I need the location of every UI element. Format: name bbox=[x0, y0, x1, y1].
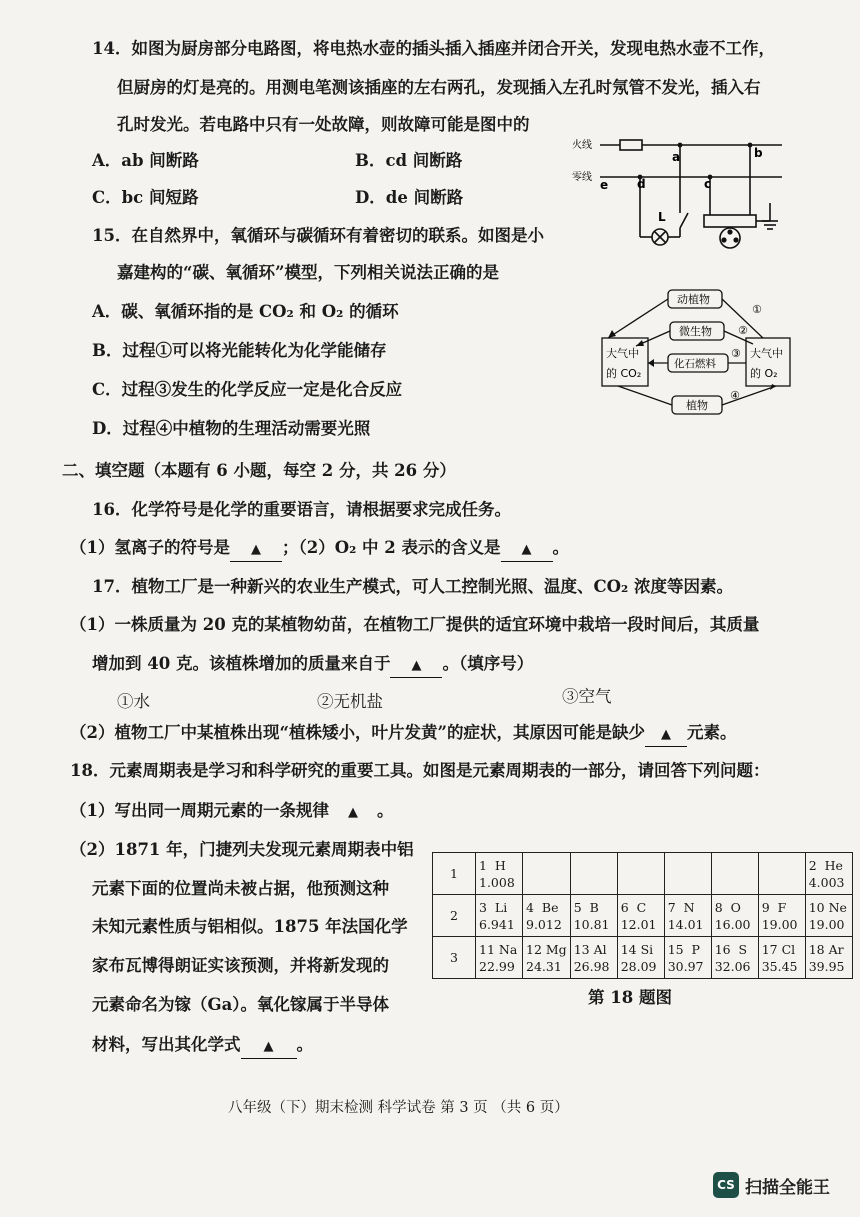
q18-part-2-line-4: 家布瓦博得朗证实该预测，并将新发现的 bbox=[92, 956, 389, 975]
period-number: 2 bbox=[433, 895, 476, 937]
q15-line-2: 嘉建构的“碳、氧循环”模型，下列相关说法正确的是 bbox=[117, 263, 499, 282]
element-cell bbox=[711, 895, 758, 937]
element-symbol: 5 B bbox=[573, 899, 599, 915]
answer-blank[interactable]: ▲ bbox=[347, 805, 358, 820]
element-cell bbox=[805, 853, 852, 895]
q17-part-2-text: （2）植物工厂中某植株出现“植株矮小，叶片发黄”的症状，其原因可能是缺少 bbox=[70, 723, 645, 742]
element-cell bbox=[523, 895, 571, 937]
periodic-table-row bbox=[433, 853, 853, 895]
answer-blank[interactable]: ▲ bbox=[501, 539, 553, 562]
q18-part-1-line bbox=[70, 800, 393, 824]
node-b-label: b bbox=[754, 146, 763, 160]
q15-option-b: B．过程①可以将光能转化为化学能储存 bbox=[92, 341, 387, 360]
element-symbol: 6 C bbox=[620, 899, 647, 915]
atomic-mass: 1.008 bbox=[479, 874, 515, 890]
element-symbol: 12 Mg bbox=[526, 941, 567, 957]
section-2-heading: 二、填空题（本题有 6 小题，每空 2 分，共 26 分） bbox=[62, 461, 456, 480]
q18-part-2-line-5: 元素命名为镓（Ga）。氧化镓属于半导体 bbox=[92, 995, 390, 1014]
element-cell bbox=[758, 853, 805, 895]
q18-part-2-line-6 bbox=[92, 1034, 313, 1059]
q14-option-b: B．cd 间断路 bbox=[355, 151, 463, 170]
atomic-mass: 9.012 bbox=[526, 916, 562, 932]
answer-blank[interactable]: ▲ bbox=[645, 724, 687, 747]
atomic-mass: 35.45 bbox=[761, 958, 798, 974]
node-c-label: c bbox=[704, 177, 712, 191]
element-cell bbox=[664, 895, 711, 937]
answer-blank[interactable]: ▲ bbox=[390, 655, 442, 678]
element-symbol: 3 Li bbox=[479, 899, 508, 915]
q14-line-3: 孔时发光。若电路中只有一处故障，则故障可能是图中的 bbox=[117, 115, 530, 134]
q16-end: 。 bbox=[552, 538, 570, 557]
q16-answer-line bbox=[70, 537, 569, 562]
element-cell bbox=[617, 853, 664, 895]
element-cell bbox=[476, 895, 523, 937]
page-footer: 八年级（下）期末检测 科学试卷 第 3 页 （共 6 页） bbox=[228, 1100, 569, 1116]
atomic-mass: 6.941 bbox=[479, 916, 515, 932]
process-2-mark: ② bbox=[738, 324, 748, 337]
plants-label: 植物 bbox=[686, 399, 708, 412]
q18-part-2-line-2: 元素下面的位置尚未被占据，他预测这种 bbox=[92, 879, 389, 898]
atomic-mass: 39.95 bbox=[808, 958, 845, 974]
element-cell bbox=[476, 853, 523, 895]
q17-part-2-line bbox=[70, 722, 736, 747]
process-1-mark: ① bbox=[752, 303, 762, 316]
node-a-label: a bbox=[672, 150, 681, 164]
element-cell bbox=[476, 937, 523, 979]
q18-figure-caption: 第 18 题图 bbox=[588, 988, 672, 1007]
element-cell bbox=[617, 895, 664, 937]
q18-part-2-text: 材料，写出其化学式 bbox=[92, 1035, 241, 1054]
node-d-label: d bbox=[637, 177, 646, 191]
atomic-mass: 16.00 bbox=[714, 916, 751, 932]
answer-blank[interactable]: ▲ bbox=[241, 1036, 297, 1059]
scanner-brand-text: 扫描全能王 bbox=[745, 1177, 830, 1198]
node-e-label: e bbox=[600, 178, 609, 192]
q15-line-1: 15．在自然界中，氧循环与碳循环有着密切的联系。如图是小 bbox=[92, 226, 544, 245]
q17-part-1-line-2 bbox=[92, 653, 533, 678]
element-symbol: 10 Ne bbox=[808, 899, 847, 915]
microbes-label: 微生物 bbox=[679, 325, 712, 338]
o2-box-line-2: 的 O₂ bbox=[750, 367, 778, 380]
element-symbol: 8 O bbox=[714, 899, 741, 915]
period-number: 3 bbox=[433, 937, 476, 979]
element-symbol: 2 He bbox=[808, 857, 843, 873]
element-cell bbox=[758, 895, 805, 937]
q14-option-a: A．ab 间断路 bbox=[92, 151, 199, 170]
element-symbol: 7 N bbox=[667, 899, 695, 915]
element-symbol: 18 Ar bbox=[808, 941, 844, 957]
fossil-fuel-label: 化石燃料 bbox=[674, 358, 716, 370]
q18-part-2-tail: 。 bbox=[296, 1035, 313, 1054]
atomic-mass: 22.99 bbox=[479, 958, 515, 974]
element-cell bbox=[758, 937, 805, 979]
periodic-table-row bbox=[433, 937, 853, 979]
q17-part-1-tail: 。（填序号） bbox=[442, 654, 534, 673]
q15-cycle-diagram bbox=[598, 286, 794, 446]
q17-choice-minerals: ②无机盐 bbox=[317, 692, 383, 711]
process-4-mark: ④ bbox=[730, 389, 740, 402]
atomic-mass: 10.81 bbox=[573, 916, 610, 932]
atomic-mass: 19.00 bbox=[808, 916, 845, 932]
periodic-table bbox=[432, 852, 853, 979]
answer-blank[interactable]: ▲ bbox=[230, 539, 282, 562]
element-cell bbox=[664, 853, 711, 895]
q16-stem: 16．化学符号是化学的重要语言，请根据要求完成任务。 bbox=[92, 500, 511, 519]
atomic-mass: 24.31 bbox=[526, 958, 562, 974]
periodic-table-row bbox=[433, 895, 853, 937]
element-cell bbox=[570, 937, 617, 979]
element-cell bbox=[523, 937, 571, 979]
q15-option-d: D．过程④中植物的生理活动需要光照 bbox=[92, 419, 371, 438]
q18-part-1-text: （1）写出同一周期元素的一条规律 bbox=[70, 801, 329, 820]
element-symbol: 16 S bbox=[714, 941, 748, 957]
atomic-mass: 28.09 bbox=[620, 958, 657, 974]
camscanner-logo-icon: CS bbox=[713, 1172, 739, 1198]
q17-choice-air: ③空气 bbox=[562, 687, 612, 706]
element-cell bbox=[570, 853, 617, 895]
element-cell bbox=[664, 937, 711, 979]
co2-box-line-2: 的 CO₂ bbox=[606, 367, 642, 380]
q15-option-c: C．过程③发生的化学反应一定是化合反应 bbox=[92, 380, 403, 399]
element-cell bbox=[805, 937, 852, 979]
element-symbol: 14 Si bbox=[620, 941, 654, 957]
q16-part-1: （1）氢离子的符号是 bbox=[70, 538, 230, 557]
element-cell bbox=[711, 937, 758, 979]
q17-stem: 17．植物工厂是一种新兴的农业生产模式，可人工控制光照、温度、CO₂ 浓度等因素。 bbox=[92, 577, 733, 596]
atomic-mass: 32.06 bbox=[714, 958, 751, 974]
scanner-watermark bbox=[713, 1172, 830, 1198]
q14-line-2: 但厨房的灯是亮的。用测电笔测该插座的左右两孔，发现插入左孔时氖管不发光，插入右 bbox=[117, 78, 761, 97]
atomic-mass: 14.01 bbox=[667, 916, 704, 932]
q17-choice-water: ①水 bbox=[117, 692, 150, 711]
element-symbol: 1 H bbox=[479, 857, 506, 873]
q14-line-1: 14．如图为厨房部分电路图，将电热水壶的插头插入插座并闭合开关，发现电热水壶不工作， bbox=[92, 39, 775, 58]
q18-part-2-line-3: 未知元素性质与铝相似。1875 年法国化学 bbox=[92, 917, 408, 936]
atomic-mass: 4.003 bbox=[808, 874, 845, 890]
q14-option-d: D．de 间断路 bbox=[355, 188, 464, 207]
neutral-wire-label: 零线 bbox=[572, 172, 592, 183]
q18-part-2-line-1: （2）1871 年，门捷列夫发现元素周期表中铝 bbox=[70, 840, 414, 859]
process-3-mark: ③ bbox=[731, 347, 741, 360]
atomic-mass: 30.97 bbox=[667, 958, 704, 974]
element-symbol: 17 Cl bbox=[761, 941, 796, 957]
live-wire-label: 火线 bbox=[572, 140, 592, 151]
q17-part-1-line-1: （1）一株质量为 20 克的某植物幼苗，在植物工厂提供的适宜环境中栽培一段时间后，其质量 bbox=[70, 615, 760, 634]
atomic-mass: 19.00 bbox=[761, 916, 798, 932]
element-symbol: 4 Be bbox=[526, 899, 559, 915]
q17-part-2-tail: 元素。 bbox=[686, 723, 737, 742]
o2-box-line-1: 大气中 bbox=[750, 347, 783, 360]
period-number: 1 bbox=[433, 853, 476, 895]
element-symbol: 11 Na bbox=[479, 941, 518, 957]
q16-part-2: ；（2）O₂ 中 2 表示的含义是 bbox=[281, 538, 501, 557]
element-cell bbox=[711, 853, 758, 895]
co2-box-line-1: 大气中 bbox=[606, 347, 639, 360]
atomic-mass: 12.01 bbox=[620, 916, 657, 932]
element-cell bbox=[617, 937, 664, 979]
element-cell bbox=[570, 895, 617, 937]
element-cell bbox=[805, 895, 852, 937]
q15-option-a: A．碳、氧循环指的是 CO₂ 和 O₂ 的循环 bbox=[92, 302, 399, 321]
lamp-label: L bbox=[658, 210, 666, 224]
q18-stem: 18．元素周期表是学习和科学研究的重要工具。如图是元素周期表的一部分，请回答下列问题： bbox=[70, 761, 770, 780]
atomic-mass: 26.98 bbox=[573, 958, 610, 974]
element-symbol: 13 Al bbox=[573, 941, 607, 957]
q14-circuit-diagram bbox=[572, 133, 792, 258]
periodic-table-figure bbox=[432, 852, 853, 979]
element-symbol: 15 P bbox=[667, 941, 700, 957]
q17-part-1-text: 增加到 40 克。该植株增加的质量来自于 bbox=[92, 654, 391, 673]
animals-plants-label: 动植物 bbox=[677, 293, 710, 306]
q14-option-c: C．bc 间短路 bbox=[92, 188, 199, 207]
element-symbol: 9 F bbox=[761, 899, 787, 915]
element-cell bbox=[523, 853, 571, 895]
q18-part-1-tail: 。 bbox=[376, 801, 394, 820]
